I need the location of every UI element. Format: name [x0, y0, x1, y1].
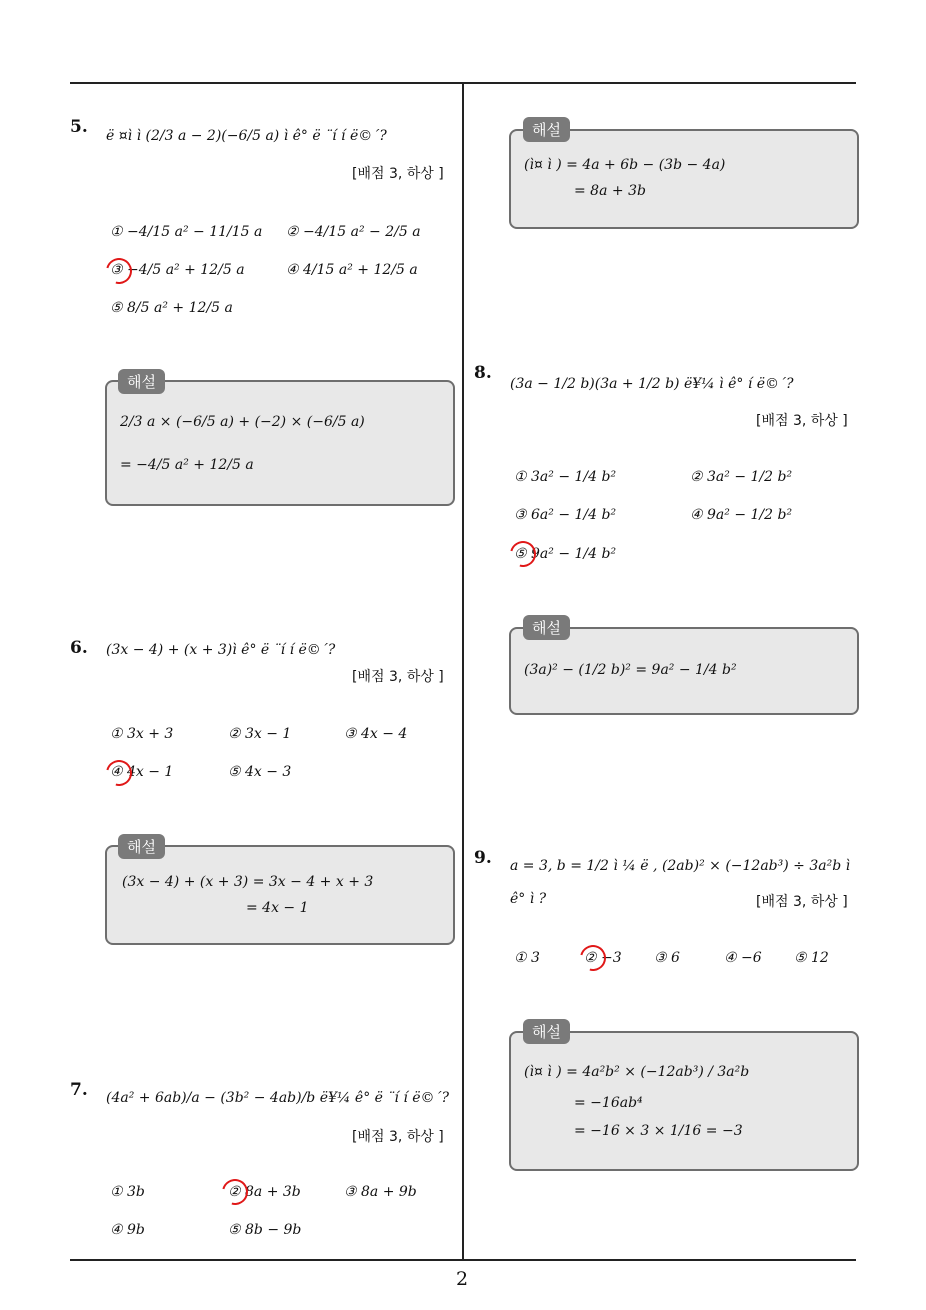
q9-option-1[interactable]: ① 3	[514, 950, 540, 966]
q5-option-5[interactable]: ⑤ 8/5 a² + 12/5 a	[110, 300, 233, 316]
q7-option-4[interactable]: ④ 9b	[110, 1222, 145, 1238]
q9-option-5[interactable]: ⑤ 12	[794, 950, 829, 966]
q7-answer-mark	[217, 1174, 253, 1210]
q9-solution-line-2: = −16ab⁴	[574, 1095, 643, 1111]
q6-meta: [배점 3, 하상 ]	[352, 669, 444, 685]
q7-meta: [배점 3, 하상 ]	[352, 1129, 444, 1145]
page-number: 2	[456, 1268, 469, 1290]
q8-solution-tag: 해설	[523, 615, 570, 640]
q7-option-5[interactable]: ⑤ 8b − 9b	[228, 1222, 302, 1238]
q9-solution-line-3: = −16 × 3 × 1/16 = −3	[574, 1123, 743, 1139]
q6-option-1[interactable]: ① 3x + 3	[110, 726, 174, 742]
q7-option-3[interactable]: ③ 8a + 9b	[344, 1184, 417, 1200]
q5-answer-mark	[101, 253, 137, 289]
q8-solution-line-1: (3a)² − (1/2 b)² = 9a² − 1/4 b²	[524, 662, 737, 678]
q9-solution-line-1: (ì¤ ì ) = 4a²b² × (−12ab³) / 3a²b	[524, 1064, 750, 1080]
q9-question-line-2: ê° ì ?	[510, 891, 547, 907]
q8-option-4[interactable]: ④ 9a² − 1/2 b²	[690, 507, 793, 523]
q5-number: 5.	[70, 117, 88, 137]
q9-solution-box	[509, 1031, 859, 1171]
q7-solution-line-2: = 8a + 3b	[574, 183, 646, 199]
q8-meta: [배점 3, 하상 ]	[756, 413, 848, 429]
q7-question: (4a² + 6ab)/a − (3b² − 4ab)/b ë¥¼ ê° ë ¨í í ë©´?	[106, 1090, 450, 1106]
q5-question: ë ¤ì ì (2/3 a − 2)(−6/5 a) ì ê° ë ¨í í ë©´?	[106, 128, 387, 144]
q8-option-3[interactable]: ③ 6a² − 1/4 b²	[514, 507, 617, 523]
q6-option-5[interactable]: ⑤ 4x − 3	[228, 764, 292, 780]
q7-solution-box	[509, 129, 859, 229]
q5-option-4[interactable]: ④ 4/15 a² + 12/5 a	[286, 262, 418, 278]
q9-option-3[interactable]: ③ 6	[654, 950, 680, 966]
q6-solution-tag: 해설	[118, 834, 165, 859]
q7-option-1[interactable]: ① 3b	[110, 1184, 145, 1200]
q8-question: (3a − 1/2 b)(3a + 1/2 b) ë¥¼ ì ê° í ë©´?	[510, 376, 794, 392]
q8-number: 8.	[474, 363, 492, 383]
q9-meta: [배점 3, 하상 ]	[756, 894, 848, 910]
q8-option-2[interactable]: ② 3a² − 1/2 b²	[690, 469, 793, 485]
q6-option-3[interactable]: ③ 4x − 4	[344, 726, 408, 742]
q5-solution-tag: 해설	[118, 369, 165, 394]
column-divider	[462, 82, 464, 1260]
q9-option-2[interactable]: ② −3	[584, 950, 622, 966]
q6-option-4[interactable]: ④ 4x − 1	[110, 764, 174, 780]
q9-answer-mark	[575, 940, 611, 976]
q5-option-2[interactable]: ② −4/15 a² − 2/5 a	[286, 224, 421, 240]
q8-answer-mark	[505, 536, 541, 572]
q9-question-line-1: a = 3, b = 1/2 ì ¼ ë , (2ab)² × (−12ab³) ÷ 3a²b ì	[510, 858, 851, 874]
q8-option-5[interactable]: ⑤ 9a² − 1/4 b²	[514, 546, 617, 562]
q6-solution-box	[105, 845, 455, 945]
q6-option-2[interactable]: ② 3x − 1	[228, 726, 292, 742]
q6-number: 6.	[70, 638, 88, 658]
q5-solution-box	[105, 380, 455, 506]
q6-solution-line-2: = 4x − 1	[246, 900, 309, 916]
q6-answer-mark	[101, 755, 137, 791]
q7-number: 7.	[70, 1080, 88, 1100]
q5-option-3[interactable]: ③ −4/5 a² + 12/5 a	[110, 262, 245, 278]
q8-option-1[interactable]: ① 3a² − 1/4 b²	[514, 469, 617, 485]
q7-solution-tag: 해설	[523, 117, 570, 142]
q9-solution-tag: 해설	[523, 1019, 570, 1044]
q6-question: (3x − 4) + (x + 3)ì ê° ë ¨í í ë©´?	[106, 642, 336, 658]
bottom-rule	[70, 1259, 856, 1261]
q5-meta: [배점 3, 하상 ]	[352, 166, 444, 182]
q9-number: 9.	[474, 848, 492, 868]
q7-solution-line-1: (ì¤ ì ) = 4a + 6b − (3b − 4a)	[524, 157, 726, 173]
q9-option-4[interactable]: ④ −6	[724, 950, 762, 966]
q5-solution-line-2: = −4/5 a² + 12/5 a	[120, 457, 254, 473]
q6-solution-line-1: (3x − 4) + (x + 3) = 3x − 4 + x + 3	[122, 874, 374, 890]
q7-option-2[interactable]: ② 8a + 3b	[228, 1184, 301, 1200]
q5-solution-line-1: 2/3 a × (−6/5 a) + (−2) × (−6/5 a)	[120, 414, 365, 430]
q5-option-1[interactable]: ① −4/15 a² − 11/15 a	[110, 224, 263, 240]
